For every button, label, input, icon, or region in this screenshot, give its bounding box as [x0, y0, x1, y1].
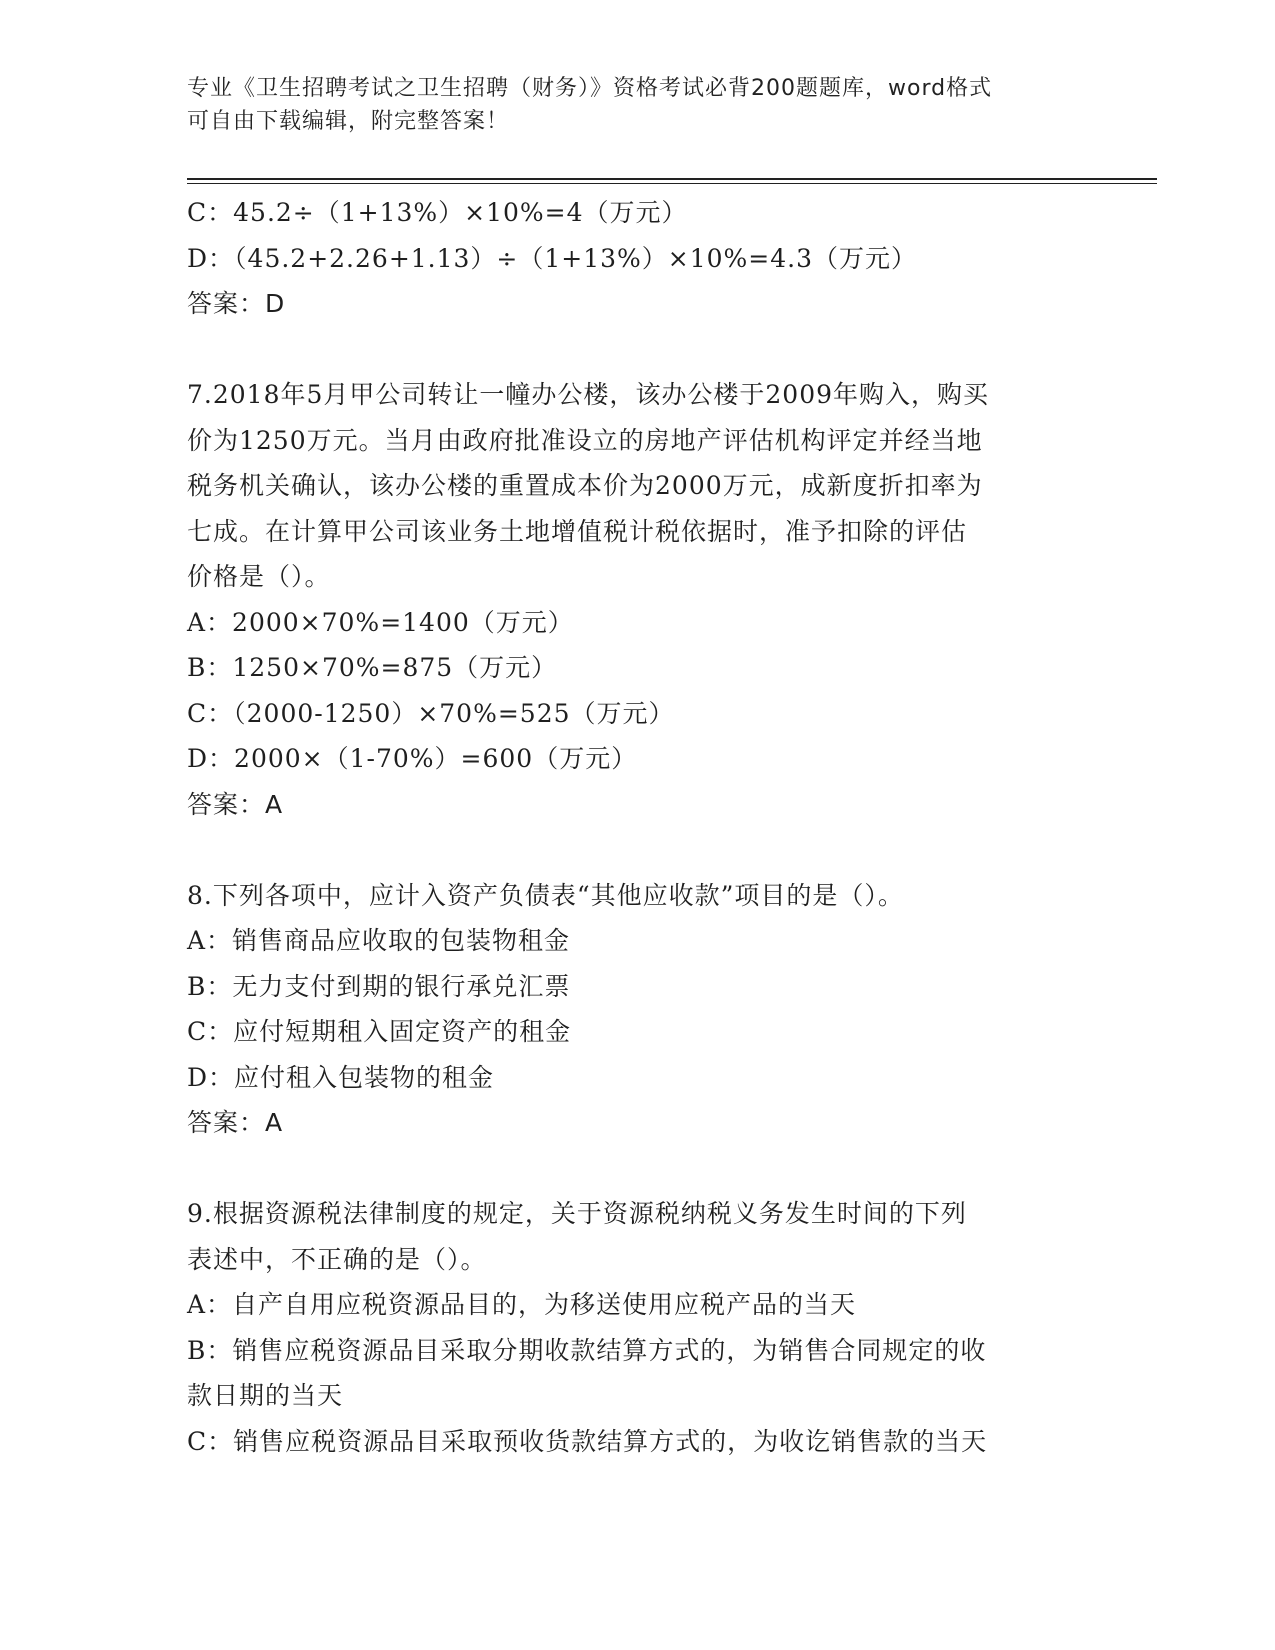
option-d: D：2000×（1-70%）=600（万元） — [187, 744, 638, 773]
option-a: A：销售商品应收取的包装物租金 — [187, 926, 571, 955]
answer: 答案：D — [187, 289, 286, 318]
option-d: D：应付租入包装物的租金 — [187, 1062, 495, 1092]
spacer — [187, 1146, 1087, 1192]
question-stem-line: 价为1250万元。当月由政府批准设立的房地产评估机构评定并经当地 — [187, 425, 983, 455]
question-stem-line: 9.根据资源税法律制度的规定，关于资源税纳税义务发生时间的下列 — [187, 1199, 967, 1228]
question-7 — [187, 372, 1087, 827]
header-divider-thick — [187, 178, 1157, 180]
question-9 — [187, 1191, 1087, 1464]
question-6 — [187, 190, 1087, 327]
header-title-line-2: 可自由下载编辑，附完整答案！ — [187, 109, 510, 134]
question-stem-line: 税务机关确认，该办公楼的重置成本价为2000万元，成新度折扣率为 — [187, 471, 983, 500]
question-stem-line: 8.下列各项中，应计入资产负债表“其他应收款”项目的是（）。 — [187, 880, 904, 910]
option-b-line: B：销售应税资源品目采取分期收款结算方式的，为销售合同规定的收 — [187, 1335, 987, 1365]
option-a: A：2000×70%=1400（万元） — [187, 607, 574, 637]
option-b-line: 款日期的当天 — [187, 1381, 344, 1410]
spacer — [187, 327, 1087, 373]
answer: 答案：A — [187, 1108, 284, 1137]
question-8 — [187, 873, 1087, 1146]
answer: 答案：A — [187, 789, 284, 819]
option-c: C：应付短期租入固定资产的租金 — [187, 1017, 572, 1046]
option-b: B：无力支付到期的银行承兑汇票 — [187, 971, 571, 1001]
header-divider-thin — [187, 183, 1157, 184]
question-stem-line: 七成。在计算甲公司该业务土地增值税计税依据时，准予扣除的评估 — [187, 516, 968, 546]
option-d: D：（45.2+2.26+1.13）÷（1+13%）×10%=4.3（万元） — [187, 243, 918, 273]
page-header — [187, 72, 1087, 138]
header-title-line-1: 专业《卫生招聘考试之卫生招聘（财务）》资格考试必背200题题库，word格式 — [187, 76, 993, 101]
option-b: B：1250×70%=875（万元） — [187, 653, 558, 682]
option-c: C：45.2÷（1+13%）×10%=4（万元） — [187, 198, 688, 227]
question-stem-line: 表述中，不正确的是（）。 — [187, 1244, 487, 1274]
option-c: C：（2000-1250）×70%=525（万元） — [187, 698, 675, 728]
question-list — [187, 190, 1087, 1464]
question-stem-line: 价格是（）。 — [187, 562, 331, 591]
option-c: C：销售应税资源品目采取预收货款结算方式的，为收讫销售款的当天 — [187, 1426, 988, 1456]
spacer — [187, 827, 1087, 873]
option-a: A：自产自用应税资源品目的，为移送使用应税产品的当天 — [187, 1290, 857, 1319]
question-stem-line: 7.2018年5月甲公司转让一幢办公楼，该办公楼于2009年购入，购买 — [187, 380, 990, 409]
